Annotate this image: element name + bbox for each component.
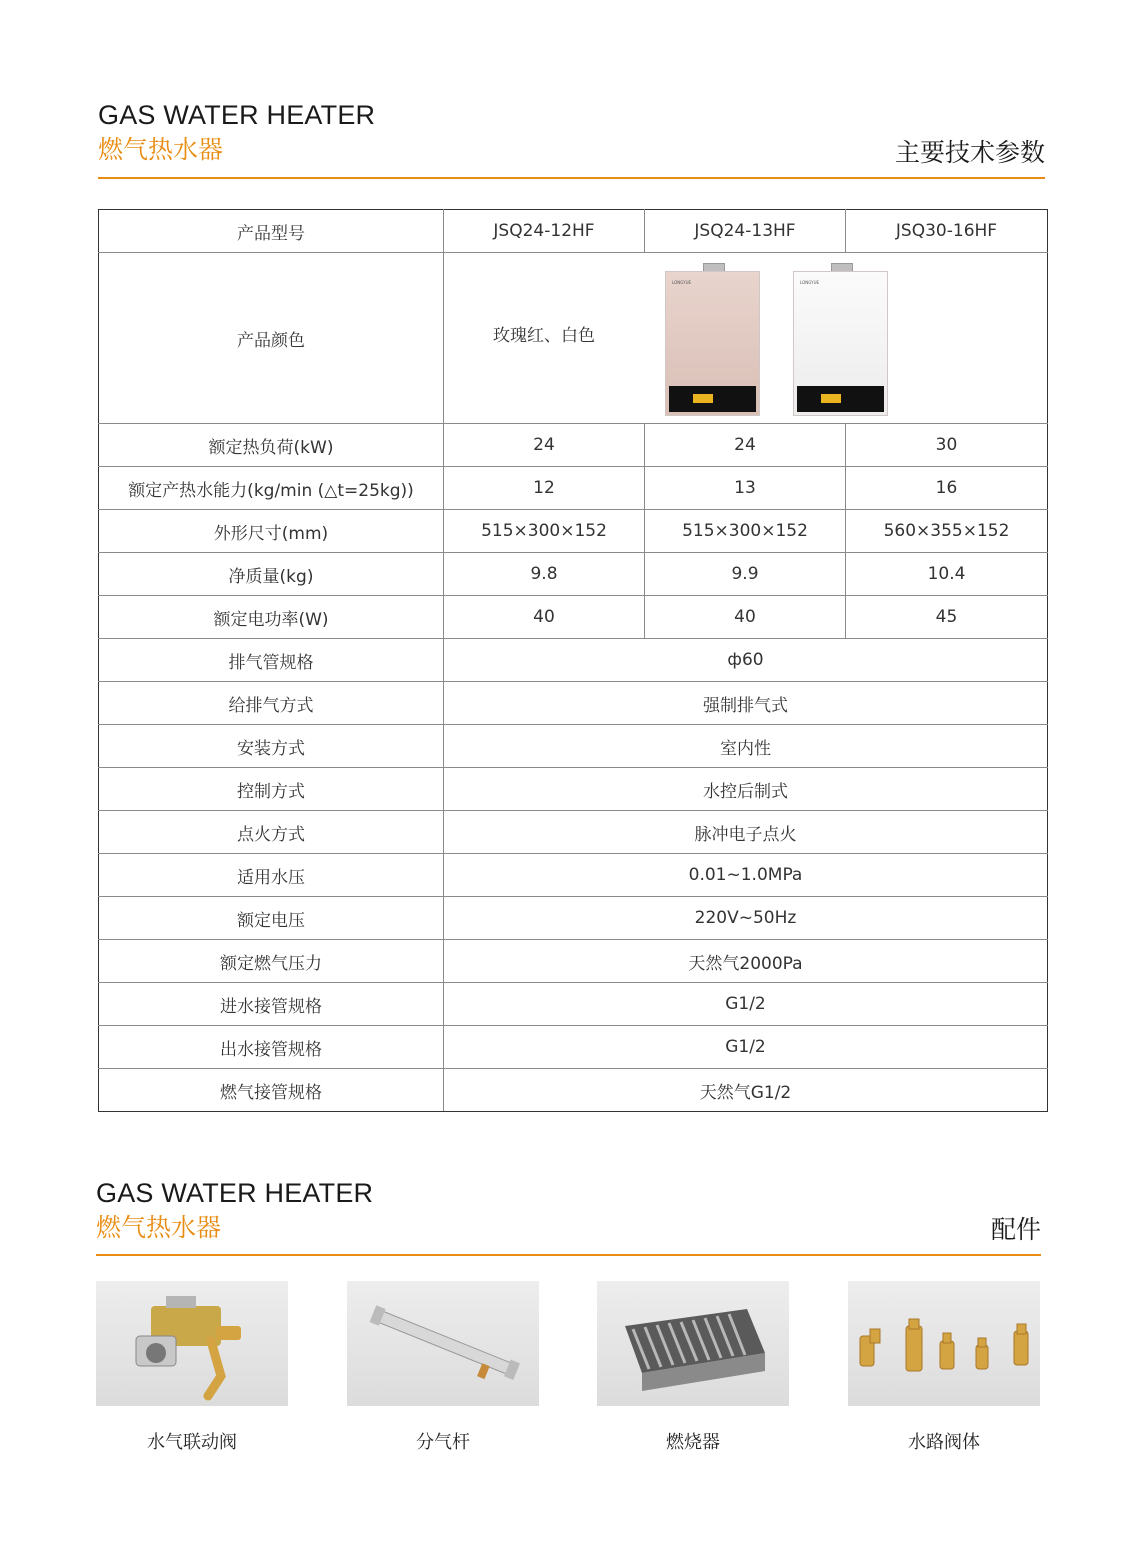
table-cell: 室内性: [444, 725, 1048, 768]
product-image-rose: LONGYUE: [665, 263, 760, 415]
table-row: [99, 725, 1048, 768]
table-row: [99, 553, 1048, 596]
table-cell: 9.8: [444, 553, 645, 596]
table-row: [99, 682, 1048, 725]
row-label: 外形尺寸(mm): [99, 510, 444, 553]
table-cell: 40: [645, 596, 846, 639]
table-cell: 515×300×152: [645, 510, 846, 553]
table-row: [99, 854, 1048, 897]
part-image-valve: [96, 1281, 288, 1406]
table-cell: 天然气2000Pa: [444, 940, 1048, 983]
table-cell: 13: [645, 467, 846, 510]
part-label: 燃烧器: [666, 1432, 720, 1453]
table-cell: 水控后制式: [444, 768, 1048, 811]
part-label: 水气联动阀: [147, 1432, 237, 1453]
section-title-cn: 燃气热水器: [96, 1213, 222, 1242]
model-cell: JSQ30-16HF: [846, 210, 1048, 253]
section-divider: [96, 1254, 1041, 1256]
row-label: 点火方式: [99, 811, 444, 854]
part-image-gas-manifold: [347, 1281, 539, 1406]
table-cell: G1/2: [444, 1026, 1048, 1069]
table-cell: 30: [846, 424, 1048, 467]
table-cell: 强制排气式: [444, 682, 1048, 725]
color-value: 玫瑰红、白色: [493, 326, 595, 346]
table-row: [99, 639, 1048, 682]
row-label: 安装方式: [99, 725, 444, 768]
part-image-burner: [597, 1281, 789, 1406]
table-cell: 220V~50Hz: [444, 897, 1048, 940]
row-label: 净质量(kg): [99, 553, 444, 596]
row-label: 进水接管规格: [99, 983, 444, 1026]
row-label: 燃气接管规格: [99, 1069, 444, 1112]
part-image-water-valve-body: [848, 1281, 1040, 1406]
table-row: [99, 510, 1048, 553]
row-label: 产品颜色: [99, 253, 444, 424]
table-cell: 515×300×152: [444, 510, 645, 553]
row-label: 额定电功率(W): [99, 596, 444, 639]
table-cell: 0.01~1.0MPa: [444, 854, 1048, 897]
table-cell: G1/2: [444, 983, 1048, 1026]
part-item: [848, 1281, 1040, 1454]
section-title-right: 主要技术参数: [894, 138, 1045, 167]
table-cell: ф60: [444, 639, 1048, 682]
table-row: [99, 1026, 1048, 1069]
section-header-parts: [96, 1178, 1041, 1256]
table-row-model: [99, 210, 1048, 253]
row-label: 适用水压: [99, 854, 444, 897]
table-cell: 脉冲电子点火: [444, 811, 1048, 854]
table-row: [99, 897, 1048, 940]
section-title-cn: 燃气热水器: [98, 135, 224, 164]
row-label: 额定电压: [99, 897, 444, 940]
table-cell: 560×355×152: [846, 510, 1048, 553]
section-title-en: GAS WATER HEATER: [96, 1178, 374, 1208]
part-label: 分气杆: [416, 1432, 470, 1453]
part-item: [96, 1281, 288, 1454]
row-label: 额定热负荷(kW): [99, 424, 444, 467]
table-cell: 天然气G1/2: [444, 1069, 1048, 1112]
spec-table: [98, 209, 1048, 1112]
section-header-specs: [98, 100, 1045, 179]
model-cell: JSQ24-12HF: [444, 210, 645, 253]
table-row-color: [99, 253, 1048, 424]
table-cell: 9.9: [645, 553, 846, 596]
part-item: [347, 1281, 539, 1454]
part-label: 水路阀体: [908, 1432, 980, 1453]
table-cell: 12: [444, 467, 645, 510]
product-image-white: LONGYUE: [793, 263, 888, 415]
table-row: [99, 424, 1048, 467]
table-row: [99, 983, 1048, 1026]
part-item: [597, 1281, 789, 1454]
row-label: 控制方式: [99, 768, 444, 811]
row-label: 产品型号: [99, 210, 444, 253]
table-cell: 24: [645, 424, 846, 467]
model-cell: JSQ24-13HF: [645, 210, 846, 253]
product-color-cell: [444, 253, 1048, 424]
section-title-en: GAS WATER HEATER: [98, 100, 376, 130]
row-label: 给排气方式: [99, 682, 444, 725]
table-cell: 40: [444, 596, 645, 639]
row-label: 额定燃气压力: [99, 940, 444, 983]
table-row: [99, 940, 1048, 983]
table-row: [99, 596, 1048, 639]
row-label: 排气管规格: [99, 639, 444, 682]
table-row: [99, 811, 1048, 854]
row-label: 额定产热水能力(kg/min (△t=25kg)): [99, 467, 444, 510]
table-cell: 45: [846, 596, 1048, 639]
section-title-right: 配件: [990, 1215, 1041, 1244]
table-row: [99, 768, 1048, 811]
section-divider: [98, 177, 1045, 179]
table-row: [99, 1069, 1048, 1112]
table-row: [99, 467, 1048, 510]
table-cell: 16: [846, 467, 1048, 510]
table-cell: 10.4: [846, 553, 1048, 596]
row-label: 出水接管规格: [99, 1026, 444, 1069]
table-cell: 24: [444, 424, 645, 467]
